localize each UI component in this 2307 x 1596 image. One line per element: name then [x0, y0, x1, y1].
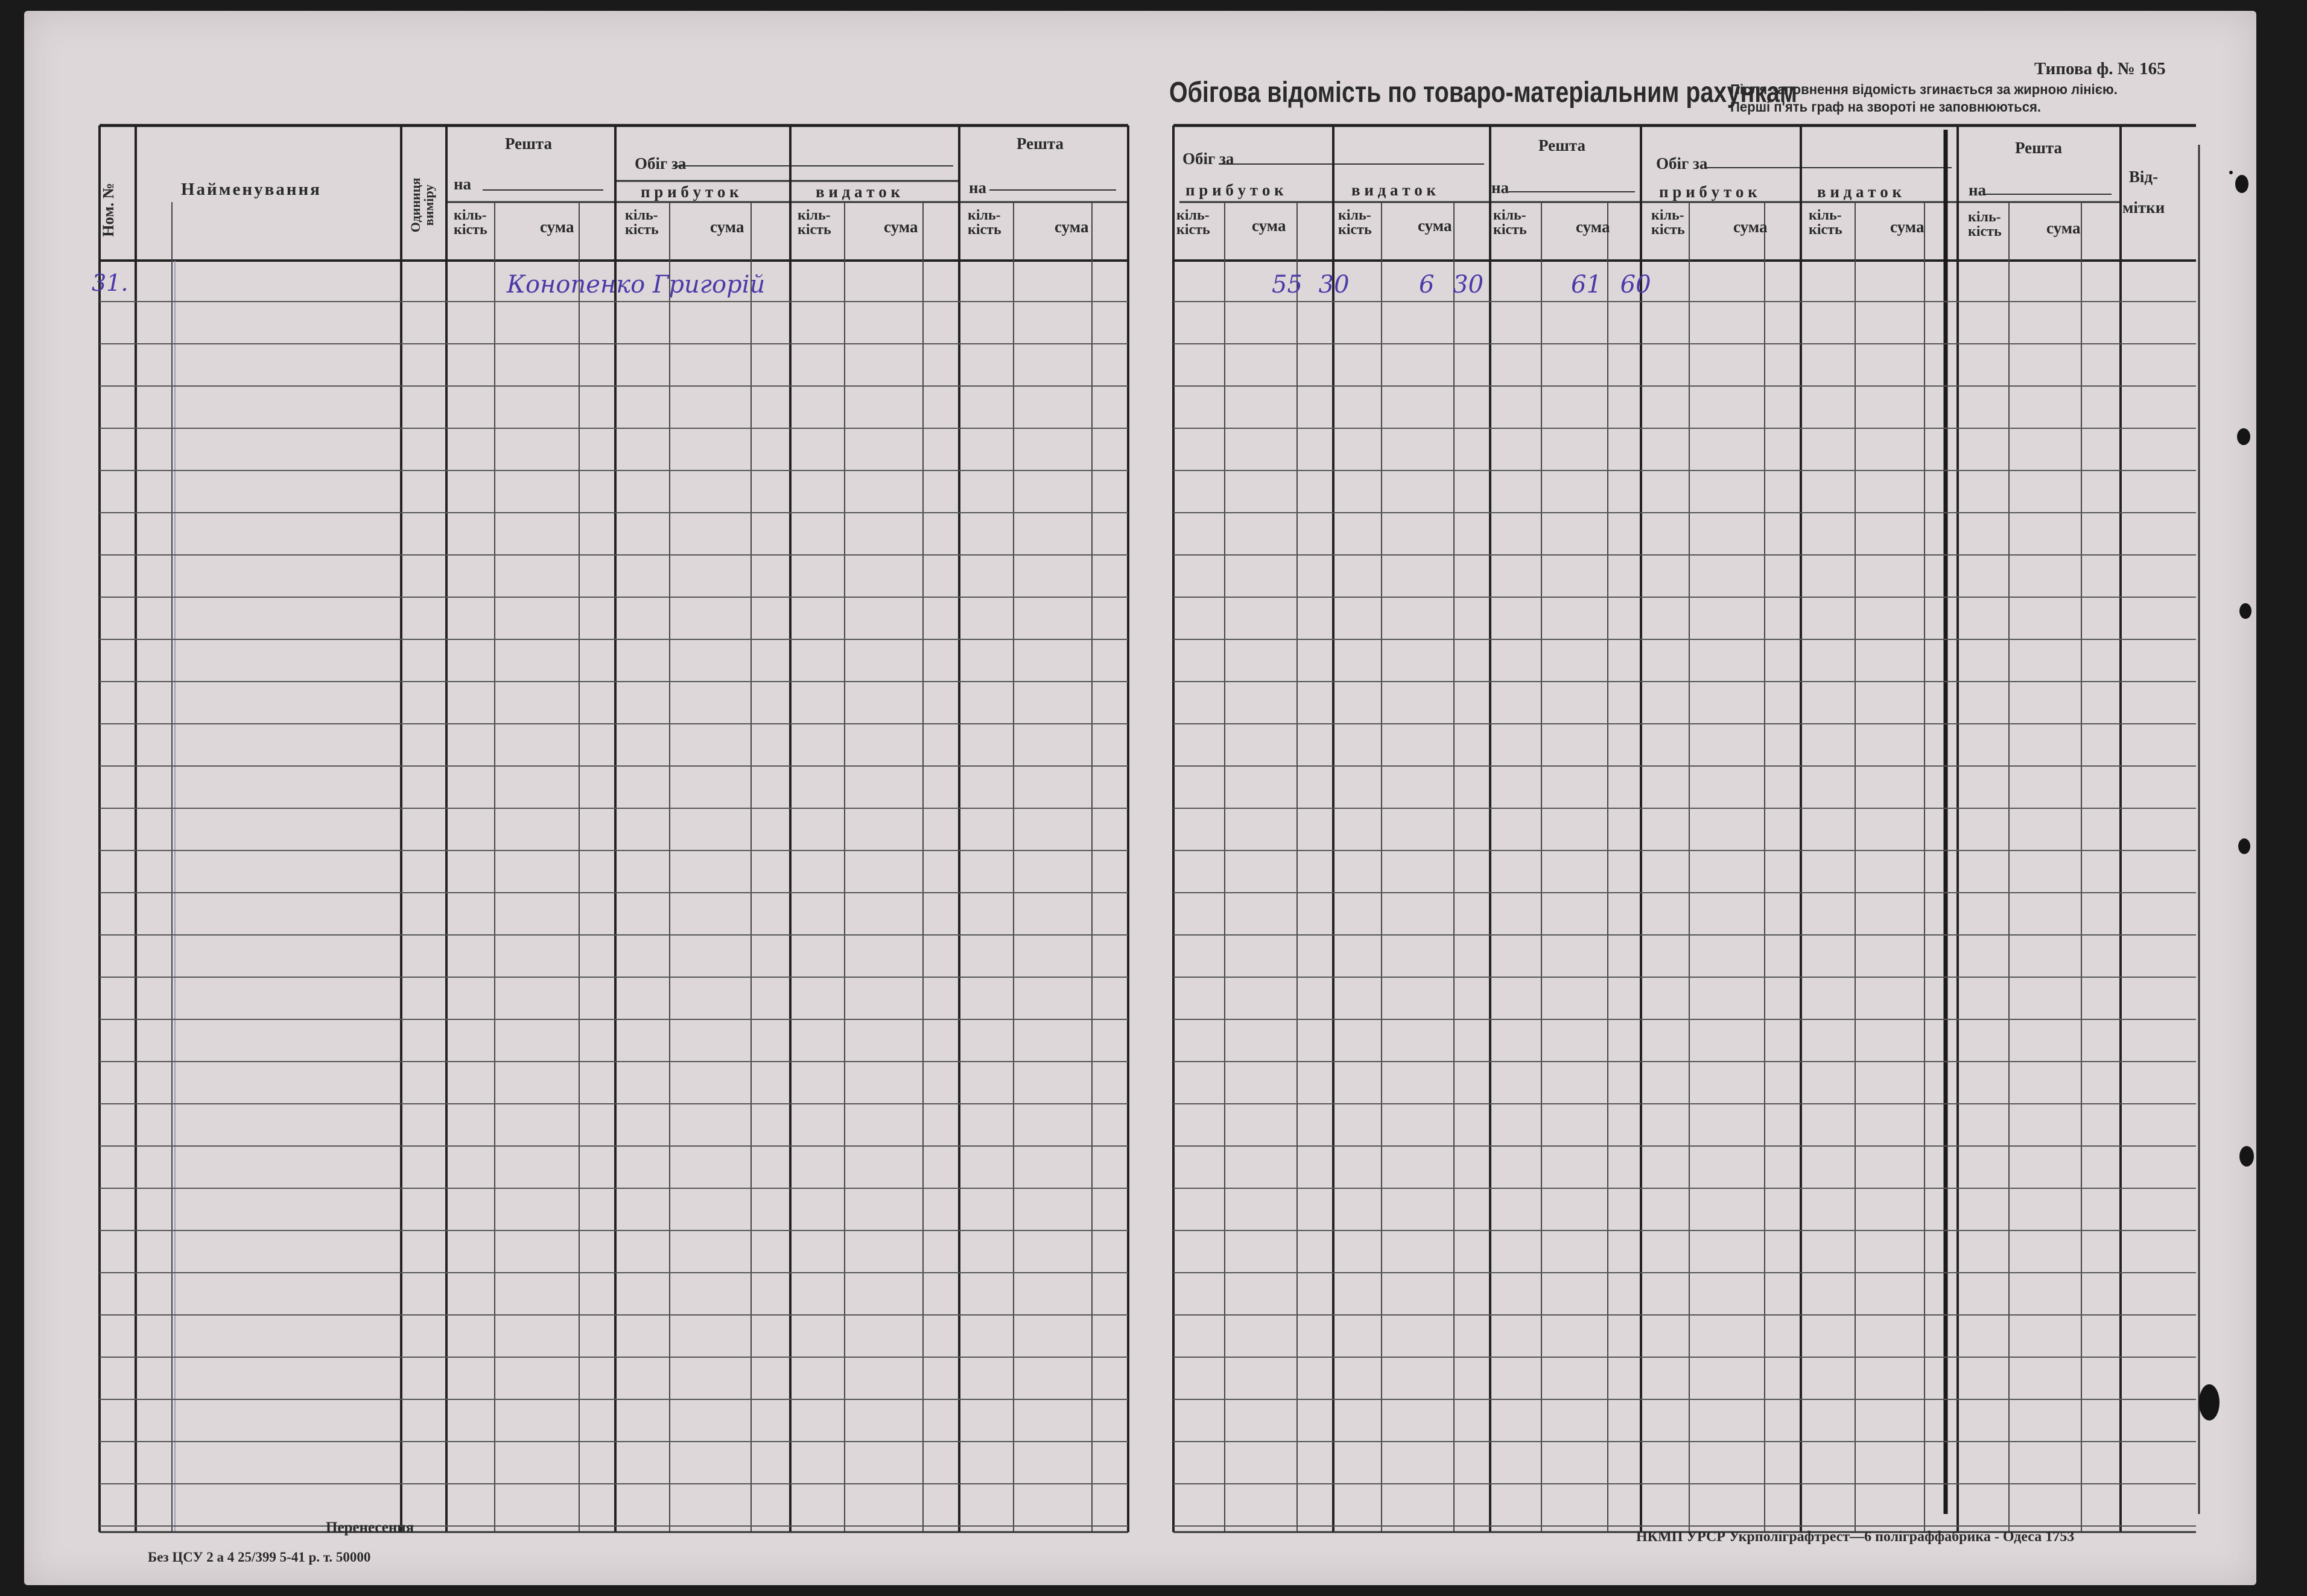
header-kilkist: кіль- кість [1809, 207, 1842, 238]
header-na-left: на [454, 175, 472, 193]
header-suma: сума [1890, 218, 1925, 236]
ledger-grid [24, 11, 2256, 1585]
header-kilkist: кіль- кість [625, 207, 659, 238]
header-vidmitky: Від- мітки [2122, 168, 2165, 217]
header-prybutok-right1: п р и б у т о к [1185, 181, 1284, 199]
header-kilkist: кіль- кість [454, 207, 487, 238]
footer-perenesennya: Перенесення [326, 1519, 414, 1536]
form-title: Обігова відомість по товаро-матеріальним рахункам [1169, 77, 1798, 109]
header-vydatok-left: в и д а т о к [816, 183, 901, 201]
footer-right-imprint: НКМП УРСР Укрполіграфтрест—6 поліграффабрика - Одеса 1753 [1636, 1529, 2075, 1545]
header-vydatok-right1: в и д а т о к [1351, 181, 1436, 199]
header-obih-za-left: Обіг за [635, 154, 687, 173]
entry-name: Конопенко Григорій [507, 271, 766, 299]
header-odynytsya: Одиниця виміру [408, 177, 436, 233]
header-kilkist: кіль- кість [1493, 207, 1527, 238]
header-prybutok-left: п р и б у т о к [641, 183, 739, 201]
form-note-2: Перші п'ять граф на звороті не заповнюються. [1730, 99, 2042, 115]
punch-hole [2235, 175, 2248, 193]
header-obih-za-right1: Обіг за [1182, 150, 1234, 168]
form-note-1: Після заповнення відомість згинається за жирною лінією. [1730, 81, 2118, 97]
punch-hole [2237, 428, 2250, 445]
header-kilkist: кіль- кість [968, 207, 1001, 238]
header-suma: сума [1733, 218, 1768, 236]
punch-hole [2239, 1146, 2254, 1167]
header-reshta-mid: Решта [1017, 135, 1064, 153]
header-suma: сума [540, 218, 574, 236]
header-suma: сума [2046, 219, 2081, 237]
header-kilkist: кіль- кість [1651, 207, 1685, 238]
ledger-sheet [24, 11, 2256, 1585]
header-kilkist: кіль- кість [1338, 207, 1372, 238]
header-suma: сума [1576, 218, 1610, 236]
header-kilkist: кіль- кість [798, 207, 831, 238]
header-suma: сума [1055, 218, 1089, 236]
header-naimenuvannya: Найменування [181, 180, 322, 199]
header-suma: сума [710, 218, 744, 236]
header-reshta-right1: Решта [1538, 136, 1586, 154]
punch-hole [2239, 603, 2251, 619]
header-kilkist: кіль- кість [1968, 209, 2002, 239]
punch-hole [2199, 1384, 2220, 1420]
header-obih-za-right2: Обіг за [1656, 154, 1708, 173]
header-suma: сума [884, 218, 918, 236]
entry-vydatok-suma: 6 30 [1419, 271, 1484, 299]
header-na-mid: на [969, 179, 987, 197]
header-na-right2: на [1969, 181, 1987, 199]
header-na-right1: на [1491, 179, 1509, 197]
punch-hole [2238, 838, 2250, 854]
header-kilkist: кіль- кість [1176, 207, 1210, 238]
header-vydatok-right2: в и д а т о к [1817, 183, 1902, 201]
entry-reshta-suma: 61 60 [1571, 271, 1651, 299]
footer-left-imprint: Без ЦСУ 2 а 4 25/399 5-41 р. т. 50000 [148, 1550, 371, 1565]
header-suma: сума [1252, 217, 1286, 235]
header-suma: сума [1418, 217, 1452, 235]
header-prybutok-right2: п р и б у т о к [1659, 183, 1757, 201]
punch-hole [2229, 171, 2233, 174]
form-number: Типова ф. № 165 [2034, 59, 2166, 78]
entry-prybutok-suma: 55 30 [1272, 271, 1350, 299]
header-reshta-left: Решта [505, 135, 553, 153]
header-nom: Ном. № [100, 183, 117, 237]
entry-row-number: 31. [92, 270, 129, 296]
header-reshta-right2: Решта [2015, 139, 2063, 157]
